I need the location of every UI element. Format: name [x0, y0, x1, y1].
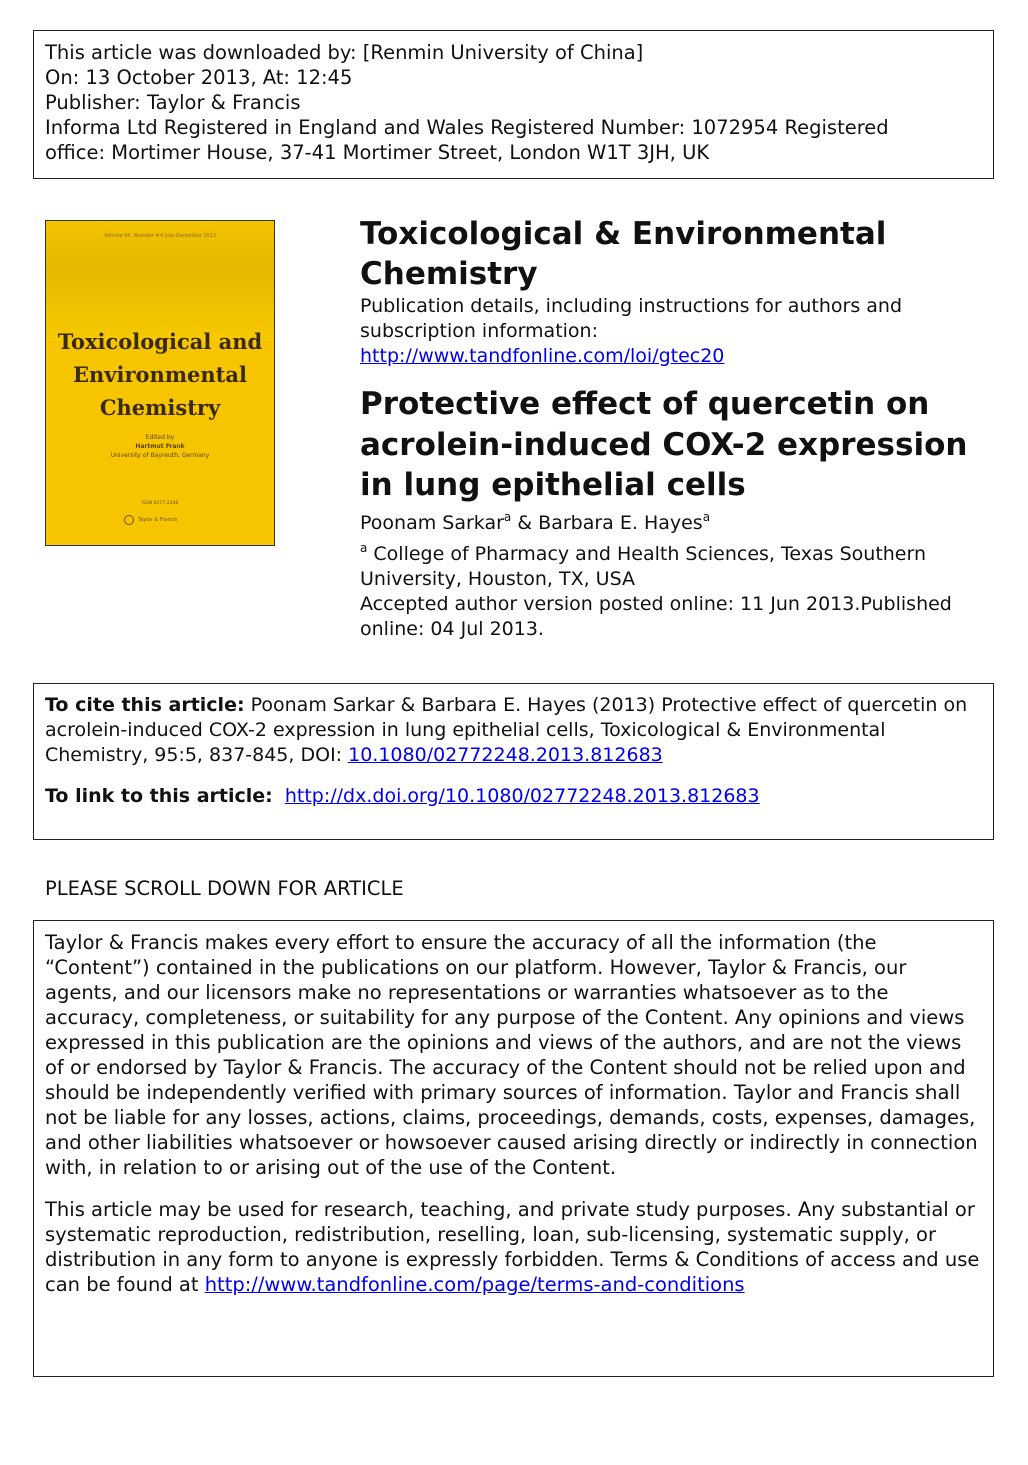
scroll-down-notice: PLEASE SCROLL DOWN FOR ARTICLE — [45, 877, 404, 900]
download-notice-line: Publisher: Taylor & Francis — [45, 91, 301, 114]
citation-text — [45, 693, 982, 768]
download-notice-line: This article was downloaded by: [Renmin University of China] — [45, 41, 644, 64]
download-notice-line: office: Mortimer House, 37-41 Mortimer Street, London W1T 3JH, UK — [45, 141, 710, 164]
terms-link[interactable]: http://www.tandfonline.com/page/terms-and-conditions — [204, 1273, 745, 1296]
cover-editor — [46, 433, 274, 460]
journal-cover-image — [45, 220, 275, 546]
disclaimer-box — [33, 920, 994, 1377]
article-link-line — [45, 784, 982, 809]
cover-band — [46, 221, 274, 341]
download-notice-line: Informa Ltd Registered in England and Wales Registered Number: 1072954 Registered — [45, 116, 889, 139]
author-name: Barbara E. Hayes — [538, 512, 703, 534]
publication-details-text: Publication details, including instructions for authors and subscription information: — [360, 295, 903, 342]
download-notice-line: On: 13 October 2013, At: 12:45 — [45, 66, 353, 89]
link-label: To link to this article: — [45, 785, 273, 807]
affiliation-marker: a — [360, 541, 368, 555]
affiliation-block — [360, 542, 1000, 642]
affiliation-marker: a — [702, 510, 711, 524]
cite-label: To cite this article: — [45, 694, 245, 716]
publication-dates: Accepted author version posted online: 11 Jun 2013.Published online: 04 Jul 2013. — [360, 593, 952, 640]
disclaimer-paragraph: Taylor & Francis makes every effort to ensure the accuracy of all the information (the “Content”) contained in the publications on our platform. However, Taylor & Francis, our agents, and our licensors make no representations or warranties whatsoever as to the accuracy, completeness, or suitability for any purpose of the Content. Any opinions and views expressed in this publication are the opinions and views of the authors, and are not the views of or endorsed by Taylor & Francis. The accuracy of the Content should not be relied upon and should be independently verified with primary sources of information. Taylor and Francis shall not be liable for any losses, actions, claims, proceedings, demands, costs, expenses, damages, and other liabilities whatsoever or howsoever caused arising directly or indirectly in connection with, in relation to or arising out of the use of the Content. — [45, 931, 978, 1179]
download-notice-box — [33, 30, 994, 179]
article-url-link[interactable]: http://dx.doi.org/10.1080/02772248.2013.812683 — [284, 785, 760, 807]
journal-title: Toxicological & Environmental Chemistry — [360, 216, 887, 292]
cover-title: Toxicological and Environmental Chemistry — [57, 329, 263, 420]
publisher-logo-text: Taylor & Francis — [138, 517, 178, 523]
publisher-logo-icon — [124, 515, 134, 525]
article-title: Protective effect of quercetin on acrolein-induced COX-2 expression in lung epithelial cells — [360, 386, 968, 503]
affiliation-text: College of Pharmacy and Health Sciences, Texas Southern University, Houston, TX, USA — [360, 543, 927, 590]
citation-box — [33, 683, 994, 840]
affiliation-marker: a — [503, 510, 512, 524]
publication-details — [360, 294, 980, 369]
publisher-logo — [124, 514, 204, 526]
terms-paragraph — [45, 1197, 982, 1297]
cover-editor-name: Hartmut Frank — [135, 443, 185, 450]
author-separator: & — [511, 512, 539, 534]
author-list — [360, 511, 710, 536]
terms-text: This article may be used for research, teaching, and private study purposes. Any substantial or systematic reproduction, redistribution, reselling, loan, sub-licensing, systematic supply, or distribution in any form to anyone is expressly forbidden. Terms & Conditions of access and use can be found at — [45, 1198, 980, 1296]
doi-link[interactable]: 10.1080/02772248.2013.812683 — [348, 744, 663, 766]
cover-issn: ISSN 0277-2248 — [141, 501, 179, 506]
cite-body: Poonam Sarkar & Barbara E. Hayes (2013) Protective effect of quercetin on acrolein-induced COX-2 expression in lung epithelial cells, Toxicological & Environmental Chemistry, 95:5, 837-845, DOI: — [45, 694, 968, 766]
cover-volume-line: Volume 95, Number 4-6 July-December 2013 — [103, 233, 217, 239]
cover-editor-affiliation: University of Bayreuth, Germany — [110, 452, 210, 459]
cover-editor-label: Edited by — [145, 434, 175, 441]
journal-url-link[interactable]: http://www.tandfonline.com/loi/gtec20 — [360, 345, 725, 367]
author-name: Poonam Sarkar — [360, 512, 504, 534]
